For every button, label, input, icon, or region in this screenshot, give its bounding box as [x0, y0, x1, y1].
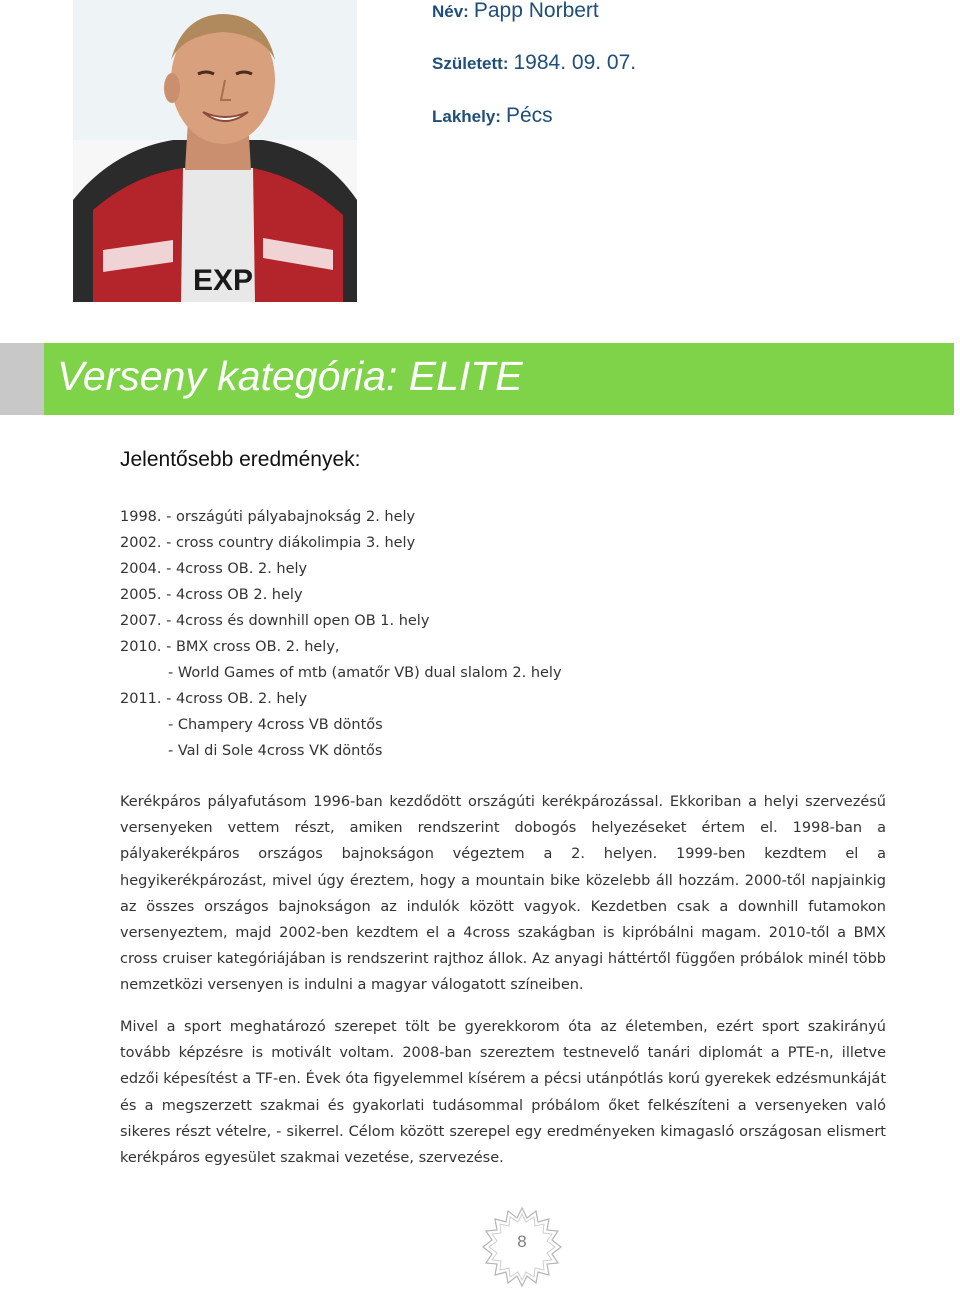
- list-item: 2002. - cross country diákolimpia 3. hely: [120, 535, 416, 551]
- residence-label: Lakhely:: [432, 107, 501, 126]
- list-item: 2004. - 4cross OB. 2. hely: [120, 561, 308, 577]
- residence-value: Pécs: [505, 104, 553, 127]
- name-value: Papp Norbert: [473, 0, 599, 22]
- name-row: [432, 0, 599, 23]
- birthdate-row: [432, 51, 636, 75]
- profile-photo: [73, 0, 357, 302]
- education-paragraph: Mivel a sport meghatározó szerepet tölt be gyerekkorom óta az életemben, ezért sport szakirányú tovább képzésre is motivált voltam. 2008-ban szereztem testnevelő tanári diplomát a PTE-n, illetve edzői képesítést a TF-en. Évek óta figyelemmel kísérem a pécsi utánpótlás korú gyerekek edzésmunkáját és a megszerzett szakmai és gyakorlati tudásommal próbálom őket felkészíteni a versenyeken való sikeres részt vételre, - sikerrel. Célom között szerepel egy eredményeken kimagasló országosan elismert kerékpáros egyesület szakmai vezetése, szervezése.: [120, 1019, 886, 1167]
- list-item: 2005. - 4cross OB 2. hely: [120, 587, 303, 603]
- list-item: - Champery 4cross VB döntős: [168, 717, 383, 733]
- results-list: [120, 504, 562, 764]
- list-item: 2011. - 4cross OB. 2. hely: [120, 691, 308, 707]
- name-label: Név:: [432, 2, 469, 21]
- page-number-badge: [481, 1206, 563, 1288]
- list-item: 2010. - BMX cross OB. 2. hely,: [120, 639, 340, 655]
- residence-row: [432, 104, 553, 128]
- page-number: 8: [517, 1232, 527, 1251]
- career-paragraph: Kerékpáros pályafutásom 1996-ban kezdődött országúti kerékpározással. Ekkoriban a helyi szervezésű versenyeken vettem részt, amiken rendszerint dobogós helyezéseket értem el. 1998-ban a pályakerékpáros országos bajnokságon végeztem a 2. helyen. 1999-ben kezdtem el a hegyikerékpározást, mivel úgy éreztem, hogy a mountain bike közelebb áll hozzám. 2000-től napjainkig az összes országos bajnokságon az indulók között vagyok. Kezdetben csak a downhill futamokon versenyeztem, majd 2002-ben kezdtem el a 4cross szakágban is kipróbálni magam. 2010-től a BMX cross cruiser kategóriájában is rendszerint rajthoz állok. Az anyagi háttértől függően próbálok minél több nemzetközi versenyen is indulni a magyar válogatott színeiben.: [120, 794, 886, 994]
- svg-text:EXP: EXP: [193, 264, 254, 297]
- birthdate-label: Született:: [432, 54, 509, 73]
- banner-title: Verseny kategória: ELITE: [57, 353, 523, 399]
- results-heading: Jelentősebb eredmények:: [120, 448, 361, 471]
- list-item: - Val di Sole 4cross VK döntős: [168, 743, 383, 759]
- list-item: 1998. - országúti pályabajnokság 2. hely: [120, 509, 416, 525]
- banner-accent: [0, 343, 44, 415]
- list-item: - World Games of mtb (amatőr VB) dual slalom 2. hely: [168, 665, 562, 681]
- person-photo-icon: [73, 0, 357, 302]
- list-item: 2007. - 4cross és downhill open OB 1. hely: [120, 613, 430, 629]
- birthdate-value: 1984. 09. 07.: [513, 51, 637, 74]
- category-banner: [44, 343, 954, 415]
